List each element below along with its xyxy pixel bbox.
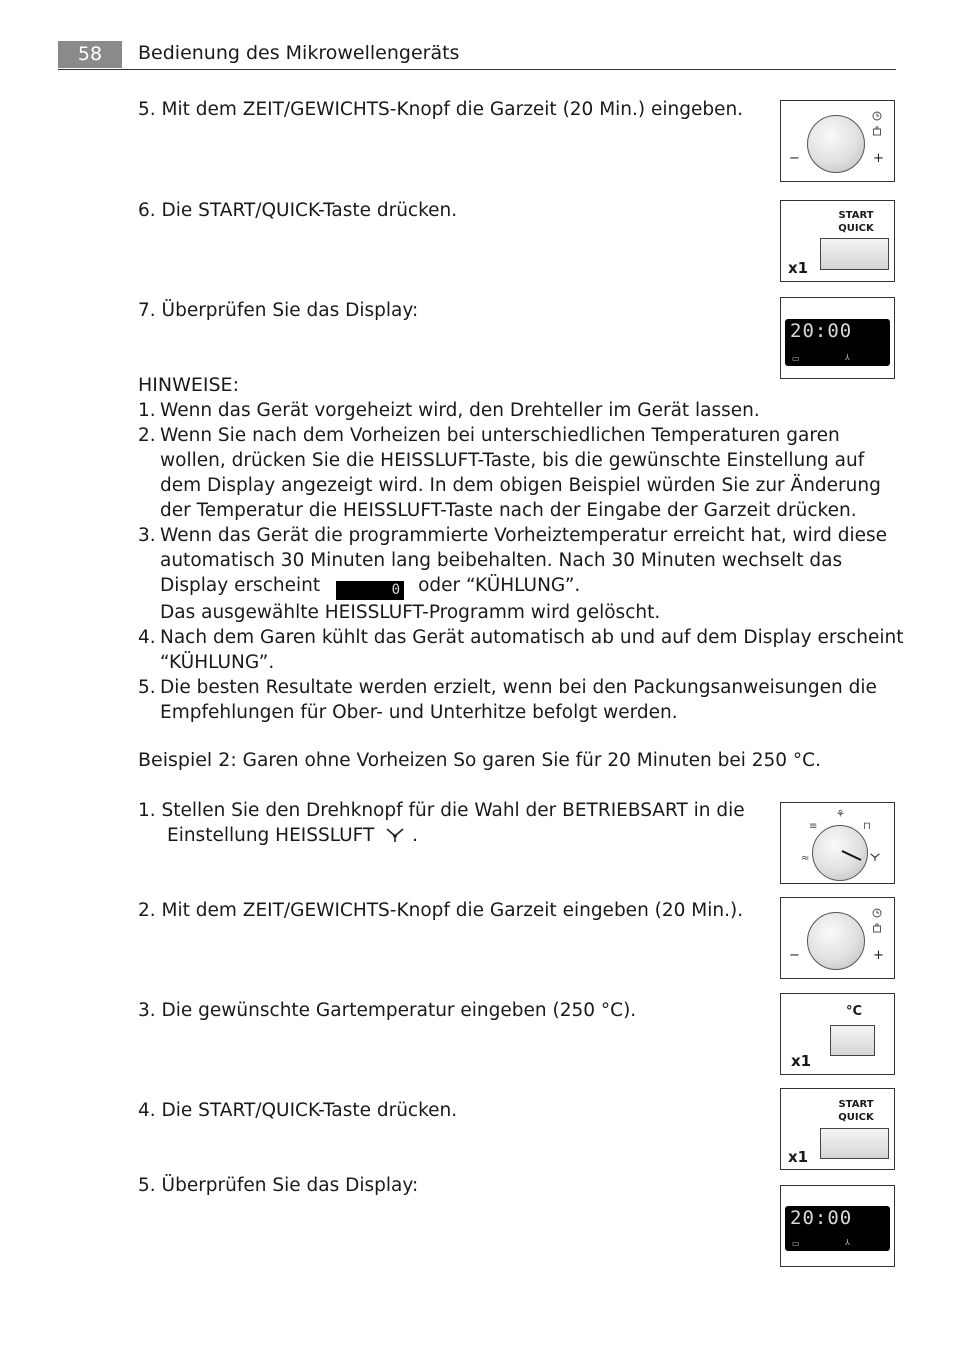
note-text: Wenn das Gerät vorgeheizt wird, den Drehteller im Gerät lassen. [160,400,760,421]
celsius-label: °C [845,1004,863,1019]
plus-icon: + [873,948,884,963]
start-quick-button[interactable] [820,1128,889,1159]
oven-icon: ⊓ [863,821,871,832]
step-b-4: 4. Die START/QUICK-Taste drücken. [138,1100,458,1121]
minus-icon: − [789,948,800,963]
clock-icon [872,908,882,918]
celsius-button[interactable] [830,1025,875,1056]
grill-icon: ≡ [809,821,818,832]
plus-icon: + [873,151,884,166]
start-label: START [838,1099,874,1110]
step-b-1-line1: 1. Stellen Sie den Drehknopf für die Wahl der BETRIEBSART in die [138,800,745,821]
example-2-text: Garen ohne Vorheizen So garen Sie für 20 Minuten bei 250 °C. [242,750,821,771]
step-b-3: 3. Die gewünschte Gartemperatur eingeben (250 °C). [138,1000,637,1021]
note-text: Nach dem Garen kühlt das Gerät automatisch ab und auf dem Display erscheint “KÜHLUNG”. [160,627,904,673]
weight-icon [872,923,882,933]
time-weight-knob[interactable] [807,912,865,970]
example-2-label: Beispiel 2: [138,749,237,771]
note-item [138,675,908,725]
note-number: 5. [138,677,156,698]
note-text-line2: Das ausgewählte HEISSLUFT-Programm wird gelöscht. [160,602,661,623]
example-2 [138,748,821,773]
note-item [138,423,908,523]
start-label: START [838,210,874,221]
minus-icon: − [789,151,800,166]
start-quick-panel [780,1088,895,1170]
page-number: 58 [58,41,122,68]
step-b-5: 5. Überprüfen Sie das Display: [138,1175,419,1196]
step-b-1-end: . [412,825,418,846]
quick-label: QUICK [838,223,874,234]
display-panel [780,1185,895,1267]
function-selector-panel [780,802,895,884]
knob-pointer [812,825,866,879]
note-text-after: oder “KÜHLUNG”. [418,575,581,596]
press-count: x1 [788,259,809,277]
note-text: Wenn das Gerät die programmierte Vorheiztemperatur erreicht hat, wird diese automatisch 30 Minuten lang beibehalten. Nach 30 Minuten wechselt das Display erscheint [160,525,888,596]
note-text: Wenn Sie nach dem Vorheizen bei unterschiedlichen Temperaturen garen wollen, drücken Sie die HEISSLUFT-Taste, bis die gewünschte Einstellung auf dem Display angezeigt wird. In dem obigen Beispiel würden Sie zur Änderung der Temperatur die HEISSLUFT-Taste nach der Eingabe der Garzeit drücken. [160,425,881,521]
inline-display-zero: 0 [336,581,404,600]
fan-icon [869,852,881,862]
step-b-1-text: Einstellung HEISSLUFT [167,825,375,846]
time-weight-knob[interactable] [807,115,865,173]
notes-title: HINWEISE: [138,374,239,396]
note-number: 1. [138,400,156,421]
step-a-7: 7. Überprüfen Sie das Display: [138,300,419,321]
oven-icon: ▭ [792,354,800,363]
note-item [138,625,908,675]
note-item [138,523,908,625]
time-weight-knob-panel [780,100,895,182]
step-a-6: 6. Die START/QUICK-Taste drücken. [138,200,458,221]
step-b-2: 2. Mit dem ZEIT/GEWICHTS-Knopf die Garzeit eingeben (20 Min.). [138,900,744,921]
display-panel [780,297,895,379]
weight-icon [872,126,882,136]
temperature-panel [780,993,895,1075]
fan-icon: ⅄ [845,1238,850,1247]
combi-icon: ⚘ [836,809,845,820]
note-number: 3. [138,525,156,546]
oven-icon: ▭ [792,1239,800,1248]
note-number: 2. [138,425,156,446]
quick-label: QUICK [838,1112,874,1123]
press-count: x1 [791,1052,812,1070]
page-header-title: Bedienung des Mikrowellengeräts [138,42,460,64]
lcd-display [785,1206,890,1251]
clock-icon [872,111,882,121]
step-a-5: 5. Mit dem ZEIT/GEWICHTS-Knopf die Garzeit (20 Min.) eingeben. [138,99,744,120]
start-quick-panel [780,200,895,282]
start-quick-button[interactable] [820,238,889,270]
fan-icon: ⅄ [845,353,850,362]
note-text: Die besten Resultate werden erzielt, wenn bei den Packungsanweisungen die Empfehlungen für Ober- und Unterhitze befolgt werden. [160,677,877,723]
header-divider [58,69,896,70]
notes-list [138,398,908,725]
microwave-icon: ≈ [801,853,810,864]
time-weight-knob-panel [780,897,895,979]
lcd-display [785,319,890,366]
lcd-digits: 20:00 [790,320,853,342]
step-b-1-line2 [167,823,418,848]
lcd-digits: 20:00 [790,1207,853,1229]
note-number: 4. [138,627,156,648]
fan-icon [384,827,406,843]
note-item [138,398,908,423]
press-count: x1 [788,1148,809,1166]
